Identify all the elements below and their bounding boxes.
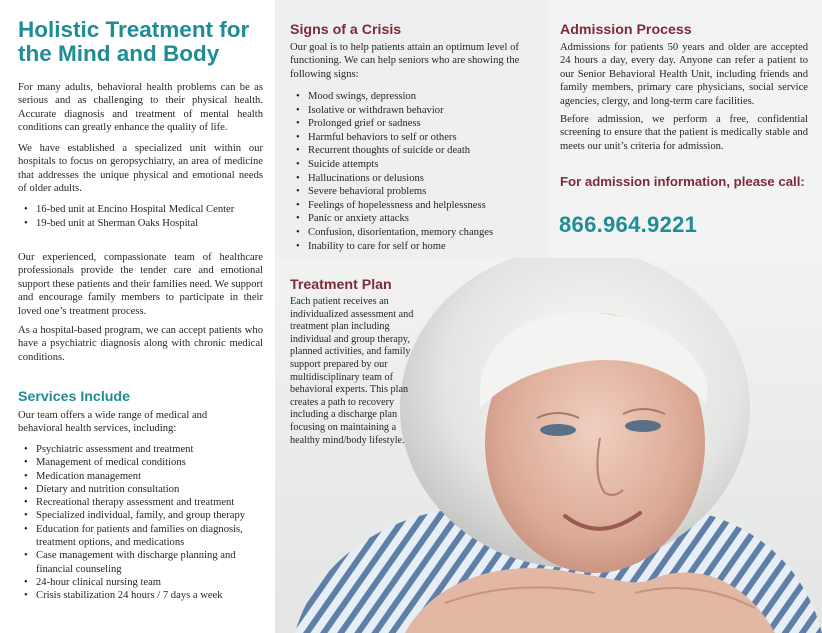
units-list <box>18 203 268 230</box>
team-paragraph: Our experienced, compassionate team of healthcare professionals provide the tender care and emotional support these patients and their families need. We support and encourage family members to participate in their loved one’s treatment process. <box>18 252 263 317</box>
phone-number[interactable]: 866.964.9221 <box>559 212 698 237</box>
list-item: • Confusion, disorientation, memory changes <box>290 226 540 240</box>
crisis-intro: Our goal is to help patients attain an optimum level of functioning. We can help seniors who are showing the following signs: <box>290 42 520 80</box>
list-item: • Mood swings, depression <box>290 90 540 104</box>
list-item: • Suicide attempts <box>290 158 540 172</box>
treatment-plan-body: Each patient receives an individualized assessment and treatment plan including individual and group therapy, planned activities, and family support prepared by our multidisciplinary team of behavioral experts. This plan creates a path to recovery including a discharge plan focusing on maintaining a healthy mind/body lifestyle. <box>290 296 414 446</box>
list-item: • Feelings of hopelessness and helplessness <box>290 199 540 213</box>
list-item: • 24-hour clinical nursing team <box>18 576 265 589</box>
crisis-signs-list <box>290 90 540 253</box>
crisis-heading: Signs of a Crisis <box>290 22 402 38</box>
services-list <box>18 443 265 603</box>
list-item: • Hallucinations or delusions <box>290 172 540 186</box>
list-item: • Specialized individual, family, and group therapy <box>18 509 265 522</box>
admission-heading: Admission Process <box>560 22 692 38</box>
admission-paragraph: Admissions for patients 50 years and older are accepted 24 hours a day, every day. Anyone can refer a patient to our Senior Behavioral Health Unit, including friends and family members, primary care physicians, social service agencies, clergy, and long-term care facilities. <box>560 42 808 107</box>
list-item: • Crisis stabilization 24 hours / 7 days a week <box>18 589 265 602</box>
list-item: • 19-bed unit at Sherman Oaks Hospital <box>18 217 268 231</box>
list-item: • Medication management <box>18 470 265 483</box>
list-item: • Harmful behaviors to self or others <box>290 131 540 145</box>
services-intro: Our team offers a wide range of medical and behavioral health services, including: <box>18 410 208 435</box>
list-item: • Management of medical conditions <box>18 456 265 469</box>
list-item: • Recreational therapy assessment and treatment <box>18 496 265 509</box>
treatment-plan-heading: Treatment Plan <box>290 277 392 293</box>
list-item: • Prolonged grief or sadness <box>290 117 540 131</box>
list-item: • Panic or anxiety attacks <box>290 212 540 226</box>
list-item: • Severe behavioral problems <box>290 185 540 199</box>
services-heading: Services Include <box>18 389 130 405</box>
list-item: • Case management with discharge planning and financial counseling <box>18 549 265 576</box>
admission-call-line: For admission information, please call: <box>560 174 805 189</box>
list-item: • Recurrent thoughts of suicide or death <box>290 144 540 158</box>
intro-paragraph: For many adults, behavioral health problems can be as serious and as challenging to their physical health. Accurate diagnosis and treatment of mental health conditions can greatly enhance the quality of life. <box>18 82 263 134</box>
list-item: • Dietary and nutrition consultation <box>18 483 265 496</box>
geropsychiatry-paragraph: We have established a specialized unit within our hospitals to focus on geropsychiatry, an area of medicine that addresses the unique physical and emotional needs of older adults. <box>18 143 263 195</box>
screening-paragraph: Before admission, we perform a free, confidential screening to ensure that the patient is medically stable and meets our unit’s criteria for admission. <box>560 114 808 152</box>
list-item: • Psychiatric assessment and treatment <box>18 443 265 456</box>
list-item: • Inability to care for self or home <box>290 240 540 254</box>
hospital-program-paragraph: As a hospital-based program, we can accept patients who have a psychiatric diagnosis along with chronic medical conditions. <box>18 325 263 363</box>
list-item: • Education for patients and families on diagnosis, treatment options, and medications <box>18 523 265 550</box>
list-item: • Isolative or withdrawn behavior <box>290 104 540 118</box>
list-item: • 16-bed unit at Encino Hospital Medical Center <box>18 203 268 217</box>
main-title: Holistic Treatment for the Mind and Body <box>18 17 250 66</box>
